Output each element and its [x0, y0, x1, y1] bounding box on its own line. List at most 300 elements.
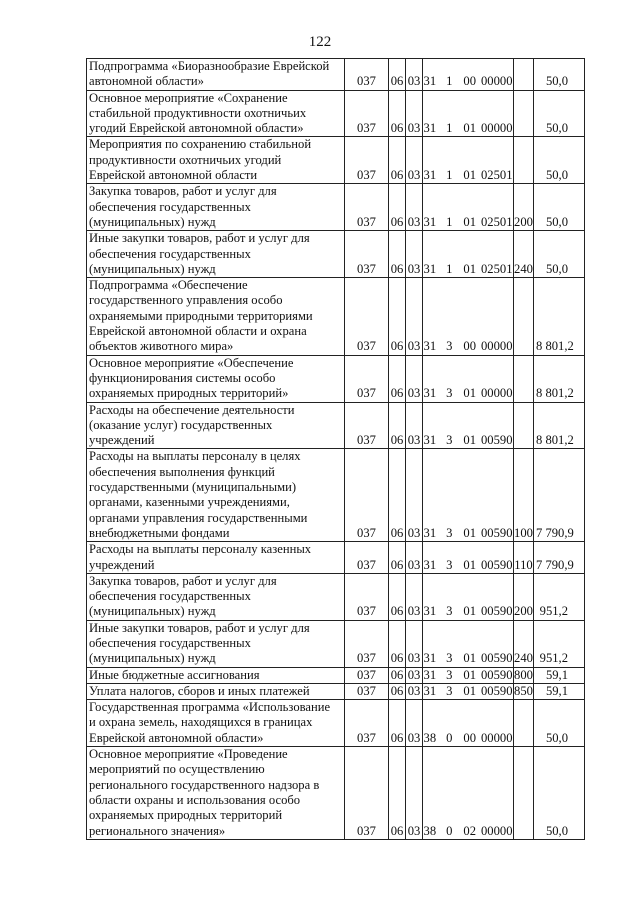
amount	[534, 449, 585, 542]
row-name-line: Закупка товаров, работ и услуг для	[89, 573, 277, 588]
subsection-code-value: 03	[407, 433, 421, 448]
row-name	[87, 542, 345, 574]
org-code	[345, 667, 389, 683]
target-article-direction: 00000	[481, 74, 513, 89]
row-name-line: Иные закупки товаров, работ и услуг для	[89, 620, 310, 635]
row-name-line: охраняемых природных территорий	[89, 808, 283, 823]
target-article-direction: 02501	[481, 214, 513, 229]
row-name-line: обеспечения выполнения функций	[89, 464, 275, 479]
table-row	[87, 700, 585, 747]
org-code	[345, 278, 389, 355]
expense-type-code	[514, 184, 534, 231]
row-name-line: (муниципальных) нужд	[89, 214, 216, 229]
expense-type-code-value: 850	[514, 683, 533, 698]
row-name-line: (муниципальных) нужд	[89, 604, 216, 619]
target-article-code	[423, 620, 514, 667]
row-name-line: обеспечения государственных	[89, 589, 251, 604]
amount	[534, 402, 585, 449]
row-name-line: учреждений	[89, 433, 155, 448]
target-article-direction: 00000	[481, 730, 513, 745]
target-article-event: 00	[463, 339, 476, 354]
org-code	[345, 700, 389, 747]
subsection-code	[406, 667, 423, 683]
section-code	[389, 573, 406, 620]
subsection-code	[406, 573, 423, 620]
row-name-line: Мероприятия по сохранению стабильной	[89, 137, 312, 152]
section-code-value: 06	[390, 168, 404, 183]
org-code	[345, 747, 389, 840]
org-code	[345, 449, 389, 542]
target-article-event: 01	[463, 214, 476, 229]
target-article-subprogram: 3	[446, 557, 453, 572]
expense-type-code	[514, 747, 534, 840]
target-article-code	[423, 700, 514, 747]
section-code-value: 06	[390, 667, 404, 682]
row-name	[87, 59, 345, 91]
target-article-code	[423, 667, 514, 683]
target-article-event: 01	[463, 683, 476, 698]
row-name	[87, 620, 345, 667]
section-code	[389, 90, 406, 137]
target-article-event: 00	[463, 730, 476, 745]
amount-value: 50,0	[545, 121, 568, 136]
row-name-line: регионального государственного надзора в	[89, 777, 320, 792]
org-code	[345, 542, 389, 574]
target-article-subprogram: 0	[446, 823, 453, 838]
expense-type-code	[514, 449, 534, 542]
target-article-event: 00	[463, 74, 476, 89]
target-article-code	[423, 683, 514, 699]
subsection-code	[406, 184, 423, 231]
target-article-subprogram: 3	[446, 433, 453, 448]
row-name-line: функционирования системы особо	[89, 370, 276, 385]
org-code	[345, 355, 389, 402]
org-code	[345, 231, 389, 278]
expense-type-code	[514, 231, 534, 278]
subsection-code	[406, 683, 423, 699]
org-code	[345, 137, 389, 184]
subsection-code	[406, 542, 423, 574]
row-name-line: Еврейской автономной области»	[89, 730, 264, 745]
row-name-line: стабильной продуктивности охотничьих	[89, 105, 307, 120]
target-article-code	[423, 231, 514, 278]
target-article-event: 01	[463, 433, 476, 448]
subsection-code-value: 03	[407, 667, 421, 682]
subsection-code-value: 03	[407, 730, 421, 745]
row-name-line: Подпрограмма «Биоразнообразие Еврейской	[89, 59, 330, 73]
row-name-line: (муниципальных) нужд	[89, 261, 216, 276]
target-article-subprogram: 1	[446, 168, 453, 183]
table-row	[87, 355, 585, 402]
subsection-code	[406, 137, 423, 184]
org-code-value: 037	[357, 651, 376, 666]
subsection-code	[406, 231, 423, 278]
amount-value: 50,0	[545, 74, 568, 89]
target-article-direction: 00590	[481, 651, 513, 666]
row-name	[87, 231, 345, 278]
target-article-program: 31	[423, 557, 437, 572]
target-article-direction: 00590	[481, 604, 513, 619]
target-article-program: 31	[423, 121, 437, 136]
row-name-line: Расходы на выплаты персоналу казенных	[89, 542, 312, 557]
table-row	[87, 449, 585, 542]
section-code	[389, 59, 406, 91]
row-name-line: Расходы на обеспечение деятельности	[89, 402, 295, 417]
table-row	[87, 137, 585, 184]
table-row	[87, 90, 585, 137]
expense-type-code	[514, 90, 534, 137]
org-code	[345, 573, 389, 620]
table-row	[87, 59, 585, 91]
amount-value: 7 790,9	[536, 557, 574, 572]
amount-value: 50,0	[545, 730, 568, 745]
target-article-direction: 00590	[481, 557, 513, 572]
expense-type-code-value: 200	[514, 214, 533, 229]
target-article-code	[423, 137, 514, 184]
target-article-subprogram: 3	[446, 667, 453, 682]
target-article-subprogram: 3	[446, 683, 453, 698]
org-code-value: 037	[357, 525, 376, 540]
table-row	[87, 667, 585, 683]
org-code-value: 037	[357, 823, 376, 838]
org-code-value: 037	[357, 121, 376, 136]
section-code-value: 06	[390, 433, 404, 448]
row-name-line: Основное мероприятие «Обеспечение	[89, 355, 294, 370]
section-code	[389, 402, 406, 449]
amount-value: 8 801,2	[536, 433, 574, 448]
table-row	[87, 542, 585, 574]
target-article-event: 01	[463, 168, 476, 183]
expense-type-code-value: 800	[514, 667, 533, 682]
target-article-direction: 00000	[481, 121, 513, 136]
amount	[534, 683, 585, 699]
target-article-direction: 00000	[481, 339, 513, 354]
table-row	[87, 573, 585, 620]
section-code-value: 06	[390, 261, 404, 276]
target-article-event: 01	[463, 386, 476, 401]
table-row	[87, 231, 585, 278]
row-name-line: объектов животного мира»	[89, 339, 234, 354]
subsection-code-value: 03	[407, 386, 421, 401]
row-name	[87, 402, 345, 449]
target-article-program: 31	[423, 339, 437, 354]
target-article-code	[423, 747, 514, 840]
amount-value: 7 790,9	[536, 525, 574, 540]
target-article-direction: 02501	[481, 168, 513, 183]
section-code-value: 06	[390, 386, 404, 401]
target-article-program: 31	[423, 168, 437, 183]
target-article-code	[423, 278, 514, 355]
expense-type-code	[514, 542, 534, 574]
org-code	[345, 683, 389, 699]
target-article-direction: 00590	[481, 683, 513, 698]
row-name-line: Основное мероприятие «Сохранение	[89, 90, 288, 105]
org-code-value: 037	[357, 168, 376, 183]
table-row	[87, 402, 585, 449]
section-code-value: 06	[390, 339, 404, 354]
target-article-direction: 00590	[481, 667, 513, 682]
amount	[534, 667, 585, 683]
target-article-subprogram: 1	[446, 214, 453, 229]
row-name	[87, 747, 345, 840]
section-code-value: 06	[390, 683, 404, 698]
target-article-direction: 00000	[481, 386, 513, 401]
row-name-line: (оказание услуг) государственных	[89, 417, 273, 432]
expense-type-code	[514, 137, 534, 184]
row-name	[87, 137, 345, 184]
section-code-value: 06	[390, 604, 404, 619]
row-name	[87, 573, 345, 620]
subsection-code	[406, 59, 423, 91]
table-row	[87, 620, 585, 667]
target-article-subprogram: 3	[446, 651, 453, 666]
target-article-code	[423, 184, 514, 231]
subsection-code	[406, 278, 423, 355]
target-article-direction: 00000	[481, 823, 513, 838]
org-code	[345, 59, 389, 91]
subsection-code	[406, 747, 423, 840]
amount-value: 59,1	[545, 667, 568, 682]
subsection-code	[406, 700, 423, 747]
row-name-line: органами управления государственными	[89, 510, 308, 525]
target-article-program: 31	[423, 261, 437, 276]
org-code	[345, 90, 389, 137]
target-article-event: 01	[463, 667, 476, 682]
row-name-line: обеспечения государственных	[89, 246, 251, 261]
row-name-line: Еврейской автономной области	[89, 168, 258, 183]
amount	[534, 90, 585, 137]
target-article-event: 01	[463, 557, 476, 572]
org-code-value: 037	[357, 604, 376, 619]
target-article-program: 31	[423, 386, 437, 401]
table-row	[87, 278, 585, 355]
row-name-line: области охраны и использования особо	[89, 792, 301, 807]
subsection-code	[406, 355, 423, 402]
row-name-line: угодий Еврейской автономной области»	[89, 121, 304, 136]
subsection-code-value: 03	[407, 604, 421, 619]
amount-value: 50,0	[545, 168, 568, 183]
org-code-value: 037	[357, 214, 376, 229]
subsection-code-value: 03	[407, 214, 421, 229]
org-code	[345, 620, 389, 667]
row-name-line: Государственная программа «Использование	[89, 700, 331, 715]
row-name-line: учреждений	[89, 557, 155, 572]
section-code	[389, 449, 406, 542]
target-article-program: 31	[423, 683, 437, 698]
target-article-code	[423, 90, 514, 137]
target-article-direction: 00590	[481, 433, 513, 448]
row-name-line: мероприятий по осуществлению	[89, 762, 265, 777]
row-name-line: охраняемыми природными территориями	[89, 308, 313, 323]
expense-type-code	[514, 683, 534, 699]
target-article-event: 01	[463, 261, 476, 276]
row-name-line: государственными (муниципальными)	[89, 480, 297, 495]
target-article-subprogram: 3	[446, 386, 453, 401]
subsection-code	[406, 402, 423, 449]
target-article-subprogram: 1	[446, 261, 453, 276]
org-code-value: 037	[357, 339, 376, 354]
table-body	[87, 59, 585, 840]
target-article-subprogram: 1	[446, 74, 453, 89]
org-code-value: 037	[357, 261, 376, 276]
amount	[534, 620, 585, 667]
target-article-subprogram: 0	[446, 730, 453, 745]
expense-type-code	[514, 278, 534, 355]
row-name-line: Основное мероприятие «Проведение	[89, 747, 288, 762]
expense-type-code	[514, 573, 534, 620]
section-code	[389, 620, 406, 667]
amount	[534, 542, 585, 574]
expense-type-code	[514, 355, 534, 402]
row-name	[87, 683, 345, 699]
target-article-program: 31	[423, 667, 437, 682]
row-name	[87, 667, 345, 683]
section-code	[389, 278, 406, 355]
section-code-value: 06	[390, 823, 404, 838]
row-name-line: обеспечения государственных	[89, 199, 251, 214]
subsection-code-value: 03	[407, 557, 421, 572]
row-name	[87, 90, 345, 137]
row-name-line: Закупка товаров, работ и услуг для	[89, 184, 277, 199]
section-code-value: 06	[390, 557, 404, 572]
amount-value: 8 801,2	[536, 386, 574, 401]
row-name-line: (муниципальных) нужд	[89, 651, 216, 666]
subsection-code-value: 03	[407, 651, 421, 666]
org-code-value: 037	[357, 386, 376, 401]
row-name-line: органами, казенными учреждениями,	[89, 495, 290, 510]
row-name-line: Еврейской автономной области и охрана	[89, 324, 307, 339]
org-code-value: 037	[357, 667, 376, 682]
amount	[534, 573, 585, 620]
target-article-code	[423, 449, 514, 542]
row-name-line: продуктивности охотничьих угодий	[89, 152, 282, 167]
amount-value: 50,0	[545, 823, 568, 838]
row-name-line: автономной области»	[89, 74, 204, 89]
section-code	[389, 542, 406, 574]
amount-value: 50,0	[545, 261, 568, 276]
target-article-subprogram: 3	[446, 339, 453, 354]
row-name-line: государственного управления особо	[89, 293, 283, 308]
row-name-line: Иные бюджетные ассигнования	[89, 667, 260, 682]
target-article-subprogram: 1	[446, 121, 453, 136]
row-name-line: внебюджетными фондами	[89, 525, 230, 540]
section-code-value: 06	[390, 74, 404, 89]
target-article-program: 31	[423, 214, 437, 229]
row-name-line: регионального значения»	[89, 823, 226, 838]
subsection-code-value: 03	[407, 683, 421, 698]
table-row	[87, 184, 585, 231]
target-article-code	[423, 573, 514, 620]
row-name-line: Иные закупки товаров, работ и услуг для	[89, 231, 310, 246]
amount	[534, 59, 585, 91]
target-article-subprogram: 3	[446, 525, 453, 540]
section-code-value: 06	[390, 121, 404, 136]
row-name-line: Подпрограмма «Обеспечение	[89, 278, 248, 293]
subsection-code-value: 03	[407, 525, 421, 540]
expense-type-code-value: 240	[514, 261, 533, 276]
table-row	[87, 683, 585, 699]
target-article-code	[423, 355, 514, 402]
section-code	[389, 747, 406, 840]
amount-value: 951,2	[539, 604, 568, 619]
amount-value: 50,0	[545, 214, 568, 229]
target-article-event: 01	[463, 651, 476, 666]
org-code	[345, 184, 389, 231]
subsection-code-value: 03	[407, 339, 421, 354]
row-name	[87, 184, 345, 231]
amount	[534, 700, 585, 747]
row-name	[87, 355, 345, 402]
subsection-code	[406, 620, 423, 667]
org-code-value: 037	[357, 433, 376, 448]
target-article-program: 31	[423, 525, 437, 540]
target-article-subprogram: 3	[446, 604, 453, 619]
target-article-program: 31	[423, 651, 437, 666]
row-name-line: охраняемых природных территорий»	[89, 386, 289, 401]
expense-type-code	[514, 620, 534, 667]
section-code-value: 06	[390, 525, 404, 540]
expense-type-code-value: 200	[514, 604, 533, 619]
section-code-value: 06	[390, 730, 404, 745]
expense-type-code-value: 100	[514, 525, 533, 540]
expense-type-code-value: 110	[514, 557, 533, 572]
target-article-direction: 00590	[481, 525, 513, 540]
target-article-program: 31	[423, 604, 437, 619]
target-article-event: 01	[463, 525, 476, 540]
target-article-code	[423, 59, 514, 91]
amount	[534, 747, 585, 840]
amount	[534, 231, 585, 278]
amount	[534, 184, 585, 231]
section-code-value: 06	[390, 651, 404, 666]
org-code-value: 037	[357, 730, 376, 745]
subsection-code	[406, 449, 423, 542]
section-code	[389, 667, 406, 683]
subsection-code-value: 03	[407, 121, 421, 136]
target-article-code	[423, 542, 514, 574]
target-article-direction: 02501	[481, 261, 513, 276]
amount	[534, 137, 585, 184]
org-code-value: 037	[357, 74, 376, 89]
row-name	[87, 700, 345, 747]
amount-value: 59,1	[545, 683, 568, 698]
section-code	[389, 683, 406, 699]
subsection-code-value: 03	[407, 168, 421, 183]
section-code	[389, 355, 406, 402]
target-article-program: 31	[423, 433, 437, 448]
row-name-line: Расходы на выплаты персоналу в целях	[89, 449, 301, 464]
subsection-code-value: 03	[407, 74, 421, 89]
page-number: 122	[308, 34, 332, 50]
subsection-code-value: 03	[407, 261, 421, 276]
subsection-code	[406, 90, 423, 137]
row-name-line: Уплата налогов, сборов и иных платежей	[89, 683, 310, 698]
subsection-code-value: 03	[407, 823, 421, 838]
expense-type-code	[514, 667, 534, 683]
section-code	[389, 137, 406, 184]
amount	[534, 355, 585, 402]
section-code	[389, 184, 406, 231]
row-name	[87, 278, 345, 355]
target-article-event: 01	[463, 121, 476, 136]
target-article-code	[423, 402, 514, 449]
section-code-value: 06	[390, 214, 404, 229]
target-article-program: 38	[423, 730, 437, 745]
target-article-event: 02	[463, 823, 476, 838]
amount-value: 951,2	[539, 651, 568, 666]
amount-value: 8 801,2	[536, 339, 574, 354]
budget-table	[86, 58, 585, 840]
